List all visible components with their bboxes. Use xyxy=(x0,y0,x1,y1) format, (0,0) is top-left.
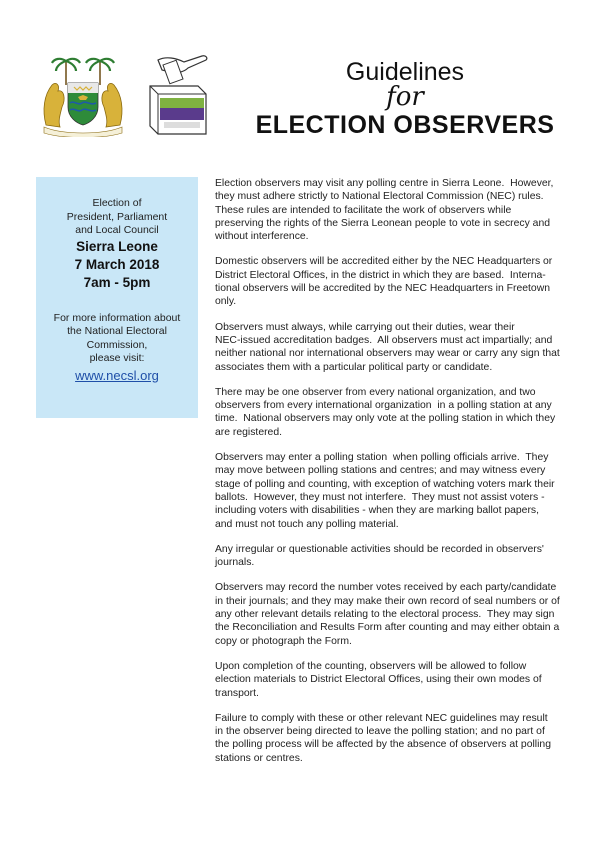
paragraph-line: including voters with disabilities - when they are marking ballot papers, xyxy=(215,505,540,517)
paragraph-line: and must not touch any polling material. xyxy=(215,518,399,530)
guidelines-body xyxy=(215,177,567,777)
guideline-paragraph xyxy=(215,386,567,439)
paragraph-line: transport. xyxy=(215,687,259,699)
paragraph-line: journals. xyxy=(215,557,255,569)
sidebar-line-1: Election of xyxy=(92,197,142,209)
sidebar-info-1: For more information about xyxy=(53,311,181,324)
guideline-paragraph xyxy=(215,177,567,243)
paragraph-line: neither national nor international observers may wear or carry any sign that xyxy=(215,348,560,360)
guideline-paragraph xyxy=(215,451,567,531)
guideline-paragraph xyxy=(215,543,567,570)
nec-website-link[interactable]: www.necsl.org xyxy=(75,367,159,383)
paragraph-line: only. xyxy=(215,296,237,308)
paragraph-line: Election observers may visit any polling centre in Sierra Leone. However, xyxy=(215,178,554,189)
sidebar-info-2: the National Electoral xyxy=(67,325,167,337)
paragraph-line: observers from every international organization in a polling station at any xyxy=(215,400,552,412)
paragraph-line: the Reconciliation and Results Form after counting and may either obtain a xyxy=(215,622,560,634)
page-header xyxy=(0,0,595,165)
paragraph-line: preserving the rights of the Sierra Leonean people to vote in secrecy and xyxy=(215,217,551,229)
title-for: for xyxy=(386,82,424,112)
paragraph-line: stations or centres. xyxy=(215,752,303,764)
guideline-paragraph xyxy=(215,321,567,374)
info-sidebar xyxy=(36,177,198,418)
title-block xyxy=(240,58,570,140)
paragraph-line: stage of polling and counting, with exception of watching voters mark their xyxy=(215,478,555,490)
sidebar-country: Sierra Leone xyxy=(76,238,158,254)
paragraph-line: There may be one observer from every national organization, and two xyxy=(215,386,536,398)
paragraph-line: copy or photograph the Form. xyxy=(215,635,352,647)
sidebar-line-3: and Local Council xyxy=(75,224,159,236)
guideline-paragraph xyxy=(215,660,567,700)
ballot-box-icon xyxy=(136,52,212,140)
paragraph-line: in the observer being directed to leave the polling station; and no part of xyxy=(215,726,545,738)
paragraph-line: are registered. xyxy=(215,426,282,438)
paragraph-line: Upon completion of the counting, observers will be allowed to follow xyxy=(215,660,527,672)
guideline-paragraph xyxy=(215,712,567,765)
paragraph-line: NEC-issued accreditation badges. All observers must act impartially; and xyxy=(215,334,553,346)
paragraph-line: Observers may enter a polling station when polling officials arrive. They xyxy=(215,452,549,464)
paragraph-line: These rules are intended to facilitate the work of observers while xyxy=(215,204,512,216)
title-guidelines: Guidelines xyxy=(345,58,465,86)
sidebar-line-2: President, Parliament xyxy=(66,210,168,223)
coat-of-arms-icon xyxy=(38,55,128,137)
paragraph-line: Observers must always, while carrying out their duties, wear their xyxy=(215,321,515,333)
title-election-observers: ELECTION OBSERVERS xyxy=(255,111,555,139)
sidebar-info-4: please visit: xyxy=(89,352,145,364)
paragraph-line: without interference. xyxy=(215,231,309,243)
paragraph-line: District Electoral Offices, in the district in which they are based. Interna- xyxy=(215,269,546,281)
paragraph-line: any other relevant details relating to the electoral process. They may sign xyxy=(215,609,555,621)
sidebar-info-3: Commission, xyxy=(86,338,148,351)
sidebar-time: 7am - 5pm xyxy=(83,274,151,290)
paragraph-line: the polling process will be affected by the absence of observers at polling xyxy=(215,739,551,751)
paragraph-line: Observers may record the number votes received by each party/candidate xyxy=(215,582,557,594)
paragraph-line: tional observers will be accredited by the NEC Headquarters in Freetown xyxy=(215,283,550,295)
guideline-paragraph xyxy=(215,581,567,647)
paragraph-line: ballots. However, they must not interfere. They must not assist voters - xyxy=(215,491,545,503)
paragraph-line: in their journals; and they may make their own record of seal numbers or of xyxy=(215,595,560,607)
guideline-paragraph xyxy=(215,255,567,308)
paragraph-line: Domestic observers will be accredited either by the NEC Headquarters or xyxy=(215,256,553,268)
paragraph-line: they must adhere strictly to National Electoral Commission (NEC) rules. xyxy=(215,191,544,203)
paragraph-line: Any irregular or questionable activities should be recorded in observers' xyxy=(215,543,544,555)
sidebar-date: 7 March 2018 xyxy=(74,256,160,272)
paragraph-line: election materials to District Electoral Offices, using their own modes of xyxy=(215,674,542,686)
paragraph-line: associates them with a particular political party or candidate. xyxy=(215,361,493,373)
paragraph-line: time. National observers may only vote at the polling station in which they xyxy=(215,413,556,425)
paragraph-line: Failure to comply with these or other relevant NEC guidelines may result xyxy=(215,712,548,724)
paragraph-line: may move between polling stations and centres; and may witness every xyxy=(215,465,546,477)
